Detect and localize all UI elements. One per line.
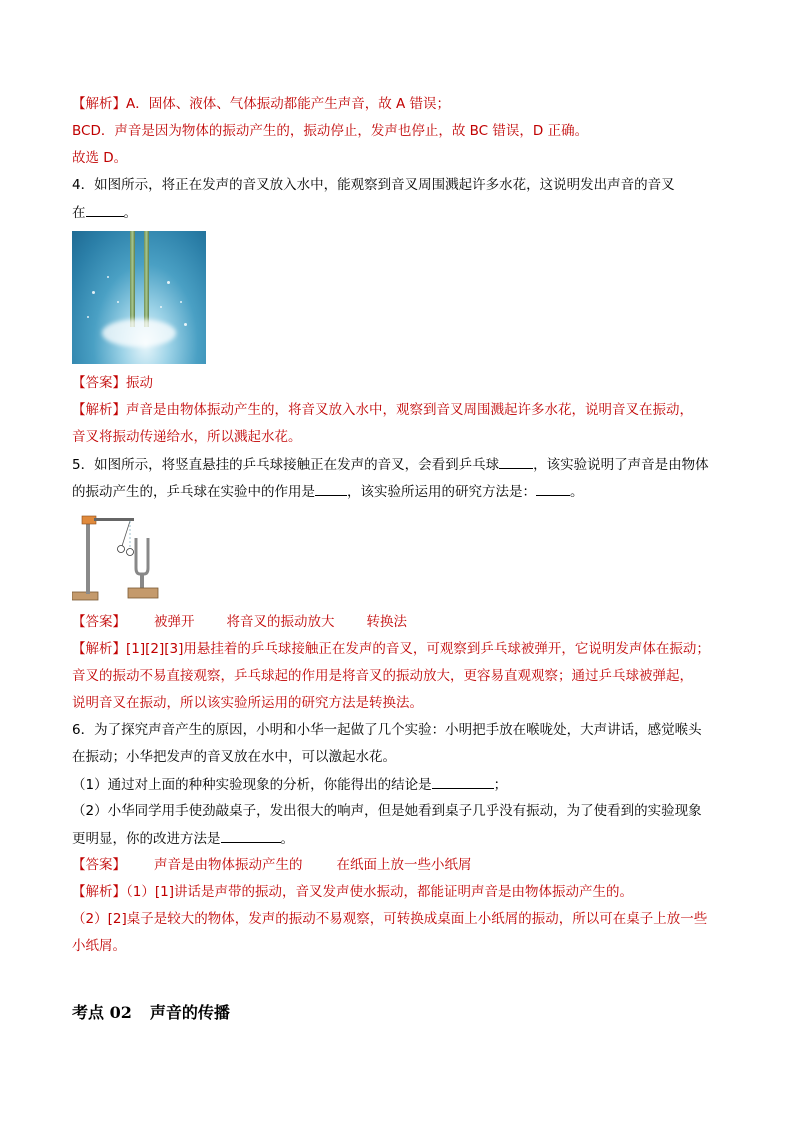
section-title: 声音的传播 xyxy=(149,1003,230,1022)
answer-tag: 【答案】 xyxy=(72,375,126,391)
fork-base xyxy=(128,588,158,598)
question-6-part-2-line-1: （2）小华同学用手使劲敲桌子，发出很大的响声，但是她看到桌子几乎没有振动，为了使看到的实验现象 xyxy=(72,803,702,819)
question-4-line-2 xyxy=(72,202,137,223)
answer-tag: 【答案】 xyxy=(72,614,126,630)
answer-1: 被弹开 xyxy=(154,614,195,630)
answer-blank xyxy=(221,828,281,843)
answer-4 xyxy=(72,373,153,393)
q5-text: ，该实验说明了声音是由物体 xyxy=(533,457,709,473)
tuning-fork-stem xyxy=(140,574,144,588)
question-6-line-1: 6．为了探究声音产生的原因，小明和小华一起做了几个实验：小明把手放在喉咙处，大声讲话，感觉喉头 xyxy=(72,722,702,738)
explanation-4-line-2: 音叉将振动传递给水，所以溅起水花。 xyxy=(72,429,302,445)
q4-text-b: 。 xyxy=(123,205,137,221)
splash-drop xyxy=(167,281,170,284)
analysis-tag: 【解析】 xyxy=(72,402,126,418)
analysis-tag: 【解析】 xyxy=(72,96,126,112)
q6-text: 。 xyxy=(280,831,294,847)
ping-pong-ball xyxy=(127,549,134,556)
answer-5 xyxy=(72,612,407,632)
q5-text: ，该实验所运用的研究方法是： xyxy=(347,484,536,500)
analysis-text: 声音是由物体振动产生的，将音叉放入水中，观察到音叉周围溅起许多水花，说明音叉在振动， xyxy=(126,402,693,418)
answer-blank xyxy=(536,481,570,496)
analysis-line-2: BCD．声音是因为物体的振动产生的，振动停止，发声也停止，故 BC 错误，D 正确。 xyxy=(72,123,589,139)
question-4-line-1: 4．如图所示，将正在发声的音叉放入水中，能观察到音叉周围溅起许多水花，这说明发出声音的音叉 xyxy=(72,177,675,193)
question-5-line-1 xyxy=(72,454,709,475)
analysis-tag: 【解析】 xyxy=(72,641,126,657)
q6-text: ； xyxy=(493,777,508,793)
fork-prong-left xyxy=(130,231,135,327)
fork-prong-right xyxy=(144,231,149,327)
question-5-line-2 xyxy=(72,481,584,502)
ping-pong-ball xyxy=(118,546,125,553)
q5-text: 的振动产生的，乒乓球在实验中的作用是 xyxy=(72,484,315,500)
water-splash xyxy=(102,319,176,347)
ping-pong-tuning-fork-diagram xyxy=(72,510,168,602)
analysis-text: （1）[1]讲话是声带的振动，音叉发声使水振动，都能证明声音是由物体振动产生的。 xyxy=(126,884,633,900)
string xyxy=(122,521,130,546)
stand-arm xyxy=(94,518,134,521)
splash-drop xyxy=(184,323,187,326)
explanation-5-line-1 xyxy=(72,639,710,659)
tuning-fork-in-water-image xyxy=(72,231,206,364)
analysis-line-1 xyxy=(72,94,450,114)
analysis-text: [1][2][3]用悬挂着的乒乓球接触正在发声的音叉，可观察到乒乓球被弹开，它说明发声体在振动； xyxy=(126,641,710,657)
stand-clamp xyxy=(82,516,96,524)
analysis-line-3: 故选 D。 xyxy=(72,150,128,166)
answer-tag: 【答案】 xyxy=(72,857,126,873)
answer-3: 转换法 xyxy=(366,614,407,630)
splash-drop xyxy=(160,306,162,308)
answer-6 xyxy=(72,855,472,875)
splash-drop xyxy=(92,291,95,294)
stand-pole xyxy=(86,518,90,594)
splash-drop xyxy=(180,301,182,303)
explanation-6-line-1 xyxy=(72,882,633,902)
splash-drop xyxy=(117,301,119,303)
splash-drop xyxy=(107,276,109,278)
q5-text: 。 xyxy=(570,484,584,500)
explanation-5-line-2: 音叉的振动不易直接观察，乒乓球起的作用是将音叉的振动放大，更容易直观观察；通过乒乓球被弹起， xyxy=(72,668,693,684)
answer-text: 振动 xyxy=(126,375,153,391)
q4-text-a: 在 xyxy=(72,205,86,221)
analysis-tag: 【解析】 xyxy=(72,884,126,900)
section-number: 考点 02 xyxy=(72,1003,132,1022)
stand-base xyxy=(72,592,98,600)
analysis-text: A．固体、液体、气体振动都能产生声音，故 A 错误； xyxy=(126,96,451,112)
question-6-part-2-line-2 xyxy=(72,828,294,849)
q5-text: 5．如图所示，将竖直悬挂的乒乓球接触正在发声的音叉，会看到乒乓球 xyxy=(72,457,500,473)
answer-1: 声音是由物体振动产生的 xyxy=(154,857,303,873)
answer-2: 在纸面上放一些小纸屑 xyxy=(336,857,472,873)
answer-blank xyxy=(86,202,124,217)
tuning-fork xyxy=(136,538,148,574)
answer-blank xyxy=(315,481,347,496)
answer-blank xyxy=(499,454,533,469)
explanation-5-line-3: 说明音叉在振动，所以该实验所运用的研究方法是转换法。 xyxy=(72,695,423,711)
answer-blank xyxy=(432,774,494,789)
explanation-6-line-3: 小纸屑。 xyxy=(72,938,126,954)
splash-drop xyxy=(87,316,89,318)
q6-text: 更明显，你的改进方法是 xyxy=(72,831,221,847)
q6-text: （1）通过对上面的种种实验现象的分析，你能得出的结论是 xyxy=(72,777,432,793)
question-6-part-1 xyxy=(72,774,507,795)
explanation-4-line-1 xyxy=(72,400,693,420)
question-6-line-2: 在振动；小华把发声的音叉放在水中，可以激起水花。 xyxy=(72,749,396,765)
answer-2: 将音叉的振动放大 xyxy=(226,614,335,630)
section-heading xyxy=(72,1000,230,1023)
explanation-6-line-2: （2）[2]桌子是较大的物体，发声的振动不易观察，可转换成桌面上小纸屑的振动，所以可在桌子上放一些 xyxy=(72,911,708,927)
